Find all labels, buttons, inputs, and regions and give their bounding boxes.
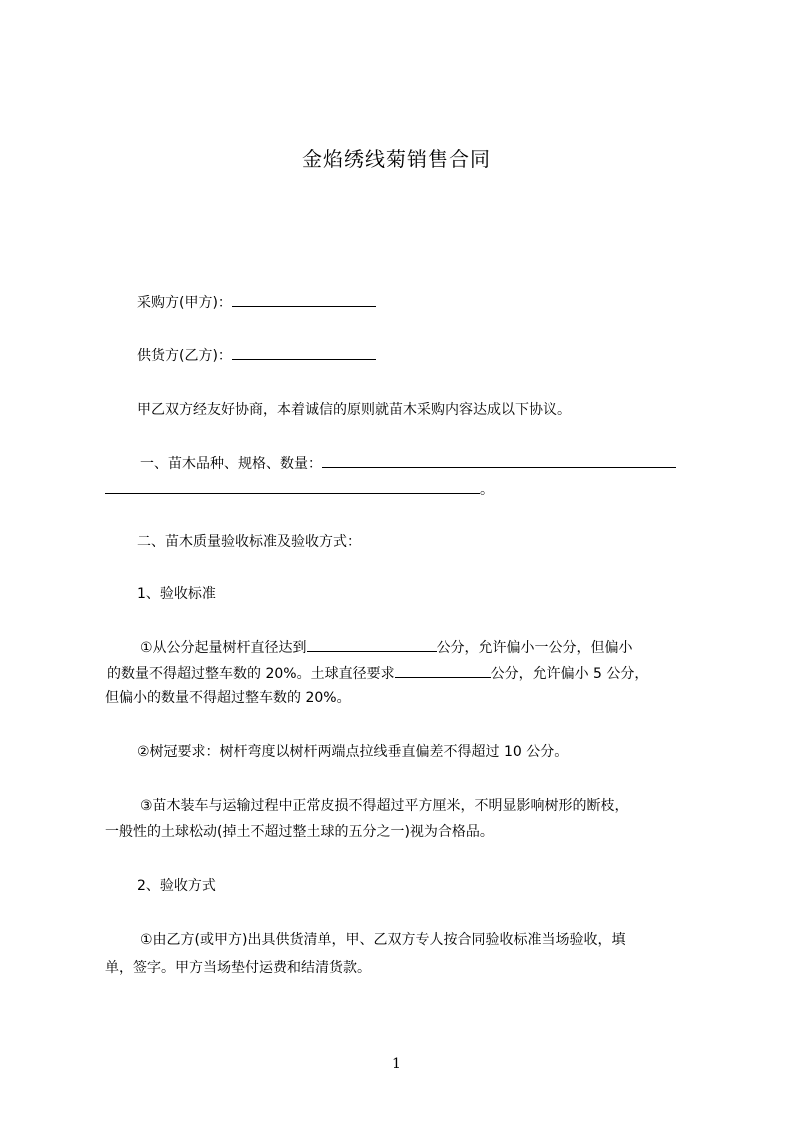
page-number: 1 [392,1056,401,1072]
buyer-blank [232,291,376,307]
section1-blank-1 [322,452,676,468]
supplier-line [137,344,376,366]
standard-item-1-text-a: ①从公分起量树杆直径达到 [140,640,307,656]
method-item-1-line-1: ①由乙方(或甲方)出具供货清单，甲、乙双方专人按合同验收标准当场验收，填 [140,932,626,948]
standard-item-1-line-3: 但偏小的数量不得超过整车数的 20%。 [105,690,351,706]
intro-paragraph: 甲乙双方经友好协商，本着诚信的原则就苗木采购内容达成以下协议。 [137,402,571,418]
buyer-line [137,291,376,313]
standard-item-1-text-c: 的数量不得超过整车数的 20%。土球直径要求 [107,666,395,682]
standard-item-1-text-b: 公分，允许偏小一公分，但偏小 [436,640,633,656]
section1-label: 一、苗木品种、规格、数量： [140,456,322,472]
standard-item-3-line-1: ③苗木装车与运输过程中正常皮损不得超过平方厘米，不明显影响树形的断枝， [140,798,629,814]
standard-item-1-line-2 [107,662,648,684]
section2-heading: 二、苗木质量验收标准及验收方式： [137,534,361,550]
method-item-1-line-2: 单，签字。甲方当场垫付运费和结清货款。 [105,960,371,976]
standard-item-3-line-2: 一般性的土球松动(掉土不超过整土球的五分之一)视为合格品。 [105,824,494,840]
supplier-blank [232,344,376,360]
standard-item-1-line-1 [140,636,633,658]
section1-end: 。 [480,482,494,498]
standard-item-1-text-d: 公分，允许偏小 5 公分， [490,666,649,682]
section1-line [140,452,676,474]
subsection1-heading: 1、验收标准 [137,586,216,602]
buyer-label: 采购方(甲方)： [137,295,232,311]
trunk-diameter-blank [307,636,437,652]
section1-blank-2 [105,478,480,494]
subsection2-heading: 2、验收方式 [137,878,216,894]
section1-line-2 [105,478,494,500]
root-ball-blank [395,662,491,678]
document-title: 金焰绣线菊销售合同 [302,147,491,171]
supplier-label: 供货方(乙方)： [137,348,232,364]
standard-item-2: ②树冠要求：树杆弯度以树杆两端点拉线垂直偏差不得超过 10 公分。 [137,744,569,760]
